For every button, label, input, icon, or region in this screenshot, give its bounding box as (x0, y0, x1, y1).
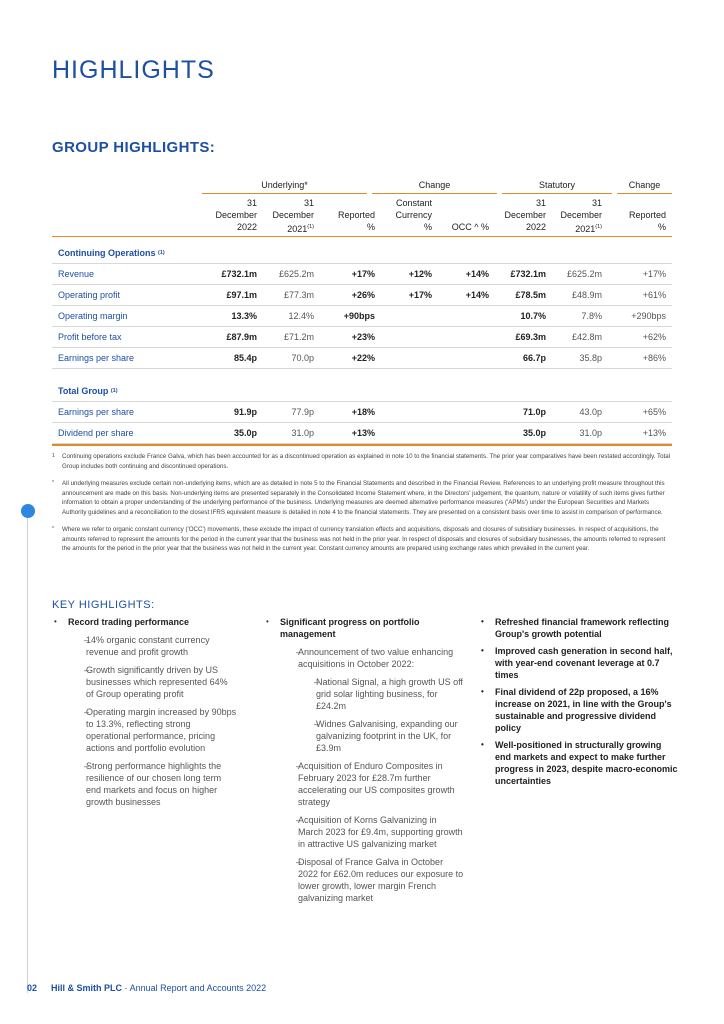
table-cell: +18% (351, 407, 375, 417)
table-cell: +17% (408, 290, 432, 300)
group-header-change: Change (372, 177, 497, 194)
group-header-underlying: Underlying* (202, 177, 367, 194)
table-cell: 12.4% (288, 311, 314, 321)
table-cell: 85.4p (233, 353, 257, 363)
timeline-dot-icon (21, 504, 35, 518)
table-cell: +86% (642, 353, 666, 363)
row-label: Operating margin (58, 311, 128, 321)
header-divider (52, 236, 672, 237)
table-cell: £69.3m (515, 332, 546, 342)
col-header-statutory-2021: 31 December 2021$^{(1)}$ (560, 198, 602, 234)
list-item: • Refreshed financial framework reflecting Group's growth potential (479, 616, 679, 640)
table-cell: £625.2m (278, 269, 314, 279)
col-header-statutory-2022: 31 December 2022 (504, 198, 546, 232)
table-row (52, 402, 672, 423)
table-row (52, 327, 672, 348)
table-cell: +22% (351, 353, 375, 363)
col-header-constant-currency: Constant Currency % (395, 198, 432, 232)
table-cell: £97.1m (226, 290, 257, 300)
table-bottom-rule (52, 444, 672, 446)
table-row (52, 423, 672, 444)
table-cell: 13.3% (231, 311, 257, 321)
table-cell: £42.8m (571, 332, 602, 342)
report-name: Annual Report and Accounts 2022 (129, 983, 267, 993)
footnote: ^ Where we refer to organic constant currency ('OCC') movements, these exclude the impact of currency translation effects and acquisitions, disposals and closures of subsidiary businesses. In respect of acquisitions, the amounts referred to represent the amounts for the period in the current year that the business was not held in the prior year. In respect of disposals and closures of subsidiary businesses, the amounts referred to represent the amounts for the period in the prior year that the business was not held in the current year. Constant currency amounts are prepared using exchange rates which prevailed in the current year. (52, 526, 666, 552)
table-cell: +23% (351, 332, 375, 342)
list-item: • Record trading performance – 14% organic constant currency revenue and profit growth – Growth significantly driven by US businesses which represented 64% of Group operating profit – Operating margin increased by 90bps to 13.3%, reflecting strong operational performance, pricing actions and portfolio evolution – Strong performance highlights the resilience of our chosen long term end markets and focus on higher growth businesses (52, 616, 237, 808)
table-row (52, 306, 672, 327)
key-column-3 (479, 616, 679, 792)
group-header-statutory: Statutory (502, 177, 612, 194)
col-header-underlying-2021: 31 December 2021$^{(1)}$ (272, 198, 314, 234)
table-cell: +12% (408, 269, 432, 279)
footnote: 1 Continuing operations exclude France Galva, which has been accounted for as a discontinued operation as explained in note 10 to the financial statements. The prior year comparatives have been restated accordingly. Total Group includes both continuing and discontinued operations. (52, 453, 671, 470)
page-footer: 02 Hill & Smith PLC · Annual Report and Accounts 2022 (27, 983, 267, 993)
table-header (52, 177, 672, 243)
table-cell: +65% (642, 407, 666, 417)
row-label: Revenue (58, 269, 95, 279)
table-cell: 91.9p (233, 407, 257, 417)
table-cell: £48.9m (571, 290, 602, 300)
list-item: • Final dividend of 22p proposed, a 16% increase on 2021, in line with the Group's sustainable and progressive dividend policy (479, 686, 679, 734)
table-cell: 70.0p (291, 353, 314, 363)
page-number: 02 (27, 983, 38, 993)
key-highlights-title: KEY HIGHLIGHTS: (52, 599, 155, 611)
footnote: * All underlying measures exclude certain non-underlying items, which are as detailed in note 5 to the Financial Statements and described in the Financial Review. References to an underlying profit measure throughout this announcement are made on this basis. Non-underlying items are presented separately in the Consolidated Income Statement where, in the Directors' judgement, the quantum, nature or volatility of such items gives further information to obtain a proper understanding of the underlying performance of the business. Underlying measures are deemed alternative performance measures ('APMs') under the European Securities and Markets Authority guidelines and a reconciliation to the closest IFRS equivalent measure is detailed in note 4 to the financial statements. They are presented on a consistent basis over time to assist in comparison of performance. (52, 480, 665, 516)
table-cell: £732.1m (510, 269, 546, 279)
col-header-occ: OCC ^ % (451, 222, 489, 232)
table-cell: +61% (642, 290, 666, 300)
highlights-table (52, 177, 672, 446)
table-cell: 66.7p (522, 353, 546, 363)
table-cell: 71.0p (522, 407, 546, 417)
key-column-1 (52, 616, 237, 814)
table-cell: 10.7% (520, 311, 546, 321)
table-cell: +90bps (343, 311, 375, 321)
row-label: Dividend per share (58, 428, 134, 438)
table-cell: 7.8% (581, 311, 602, 321)
key-column-2 (264, 616, 464, 910)
col-header-reported: Reported % (337, 210, 375, 232)
footnotes (52, 452, 672, 562)
row-label: Profit before tax (58, 332, 122, 342)
company-name: Hill & Smith PLC (51, 983, 123, 993)
group-header-change-2: Change (617, 177, 672, 194)
table-cell: £71.2m (283, 332, 314, 342)
list-item: • Significant progress on portfolio management – Announcement of two value enhancing acquisitions in October 2022: – National Signal, a high growth US off grid solar lighting business, for £24.2m – Widnes Galvanising, expanding our galvanizing footprint in the UK, for £3.9m – Acquisition of Enduro Composites in February 2023 for £28.7m further accelerating our US composites growth strategy – Acquisition of Korns Galvanizing in March 2023 for £9.4m, supporting growth in attractive US galvanizing market – Disposal of France Galva in October 2022 for £62.0m reduces our exposure to lower growth, lower margin French galvanizing market (264, 616, 464, 904)
continuing-rows (52, 264, 672, 369)
table-cell: £78.5m (515, 290, 546, 300)
total-group-rows (52, 402, 672, 444)
table-cell: 35.0p (522, 428, 546, 438)
table-cell: 31.0p (291, 428, 314, 438)
row-label: Earnings per share (58, 407, 135, 417)
table-cell: 31.0p (579, 428, 602, 438)
table-cell: +13% (642, 428, 666, 438)
timeline-line (27, 518, 28, 993)
table-cell: £87.9m (226, 332, 257, 342)
table-cell: 35.8p (579, 353, 602, 363)
table-cell: +26% (351, 290, 375, 300)
table-cell: +14% (465, 269, 489, 279)
row-label: Earnings per share (58, 353, 135, 363)
row-label: Operating profit (58, 290, 121, 300)
table-cell: +13% (351, 428, 375, 438)
table-row (52, 348, 672, 369)
table-cell: £77.3m (283, 290, 314, 300)
table-cell: +17% (642, 269, 666, 279)
table-cell: +290bps (631, 311, 666, 321)
table-cell: 77.9p (291, 407, 314, 417)
page-title: HIGHLIGHTS (52, 56, 215, 84)
section-row-continuing: Continuing Operations (1) (58, 248, 165, 258)
table-cell: £732.1m (221, 269, 257, 279)
table-cell: 35.0p (233, 428, 257, 438)
section-row-total-group: Total Group (1) (52, 381, 672, 402)
col-header-reported-2: Reported % (628, 210, 666, 232)
list-item: • Well-positioned in structurally growing end markets and expect to make further progress in 2023, despite macro-economic uncertainties (479, 739, 679, 787)
table-row (52, 264, 672, 285)
list-item: • Improved cash generation in second half, with year-end covenant leverage at 0.7 times (479, 645, 679, 681)
section-title: GROUP HIGHLIGHTS: (52, 139, 216, 156)
table-cell: +62% (642, 332, 666, 342)
table-cell: £625.2m (566, 269, 602, 279)
table-cell: +17% (351, 269, 375, 279)
col-header-underlying-2022: 31 December 2022 (215, 198, 257, 232)
table-cell: 43.0p (579, 407, 602, 417)
table-row (52, 285, 672, 306)
table-cell: +14% (465, 290, 489, 300)
